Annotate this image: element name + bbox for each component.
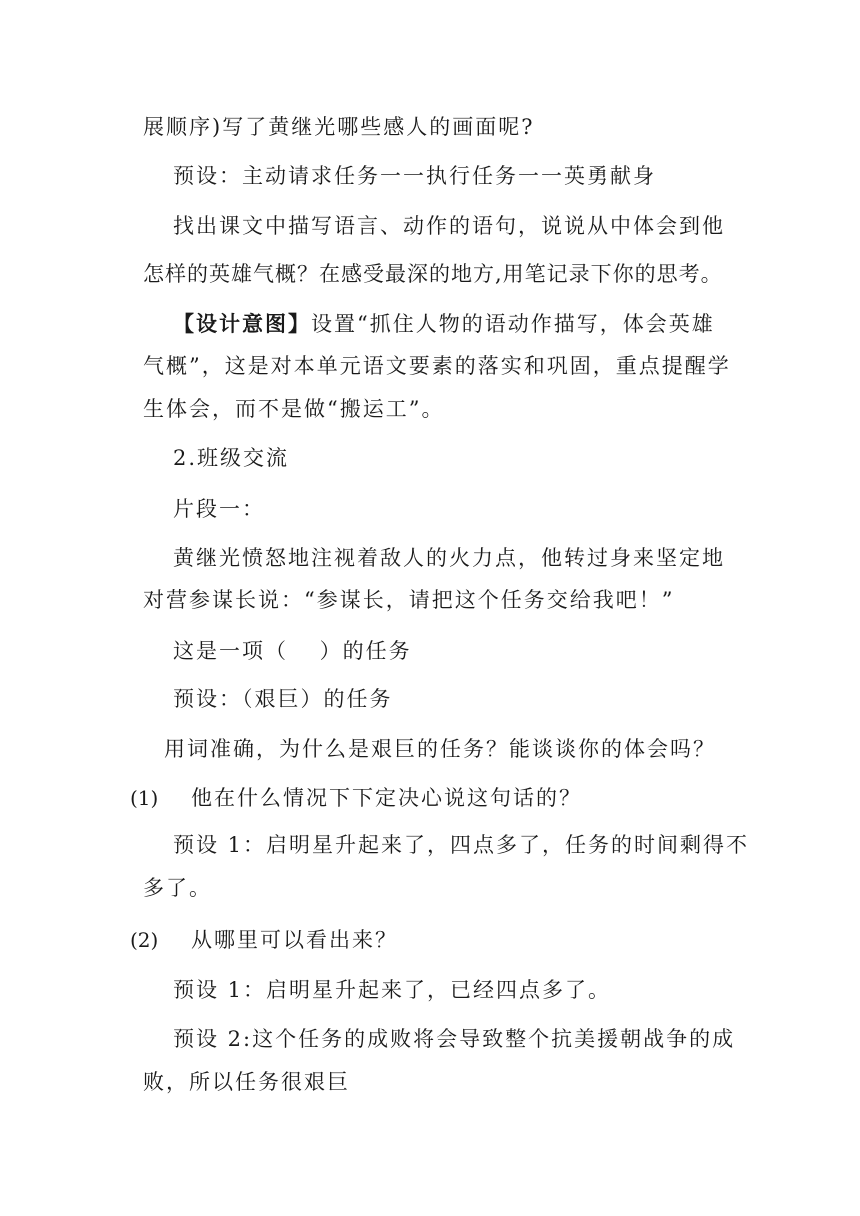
list-item: 他在什么情况下下定决心说这句话的？: [191, 786, 582, 810]
paragraph-line: 气概”，这是对本单元语文要素的落实和巩固，重点提醒学: [143, 354, 731, 378]
design-intent-label: 【设计意图】: [173, 311, 311, 336]
paragraph-line: 预设 2:这个任务的成败将会导致整个抗美援朝战争的成: [173, 1027, 736, 1051]
paragraph-line: 用词准确，为什么是艰巨的任务？能谈谈你的体会吗？: [164, 737, 716, 761]
paragraph-line: 生体会，而不是做“搬运工”。: [143, 397, 445, 421]
paragraph-line: 对营参谋长说：“参谋长，请把这个任务交给我吧！”: [143, 588, 675, 612]
paragraph-line: 片段一：: [173, 497, 265, 521]
paragraph-line: 败，所以任务很艰巨: [143, 1070, 350, 1094]
paragraph-line: 黄继光愤怒地注视着敌人的火力点，他转过身来坚定地: [173, 546, 725, 570]
paragraph-line: 预设 1：启明星升起来了，四点多了，任务的时间剩得不: [173, 833, 750, 857]
section-heading: 2.班级交流: [173, 446, 290, 470]
paragraph-line: 找出课文中描写语言、动作的语句，说说从中体会到他: [173, 214, 725, 238]
paragraph-line: 怎样的英雄气概？在感受最深的地方,用笔记录下你的思考。: [143, 262, 723, 286]
paragraph-line: 预设：（艰巨）的任务: [173, 687, 393, 711]
paragraph-line: 预设 1：启明星升起来了，已经四点多了。: [173, 978, 612, 1002]
paragraph-line: 多了。: [143, 876, 212, 900]
paragraph-line: 这是一项（ ）的任务: [173, 639, 412, 663]
paragraph-line: 预设：主动请求任务一一执行任务一一英勇献身: [173, 164, 656, 188]
paragraph-line: 展顺序)写了黄继光哪些感人的画面呢?: [143, 115, 535, 139]
list-number: (2): [130, 928, 159, 952]
list-item: 从哪里可以看出来？: [191, 928, 398, 952]
design-intent-text: 设置“抓住人物的语动作描写，体会英雄: [311, 312, 715, 336]
design-intent-line: [173, 309, 715, 339]
list-number: (1): [130, 786, 159, 810]
